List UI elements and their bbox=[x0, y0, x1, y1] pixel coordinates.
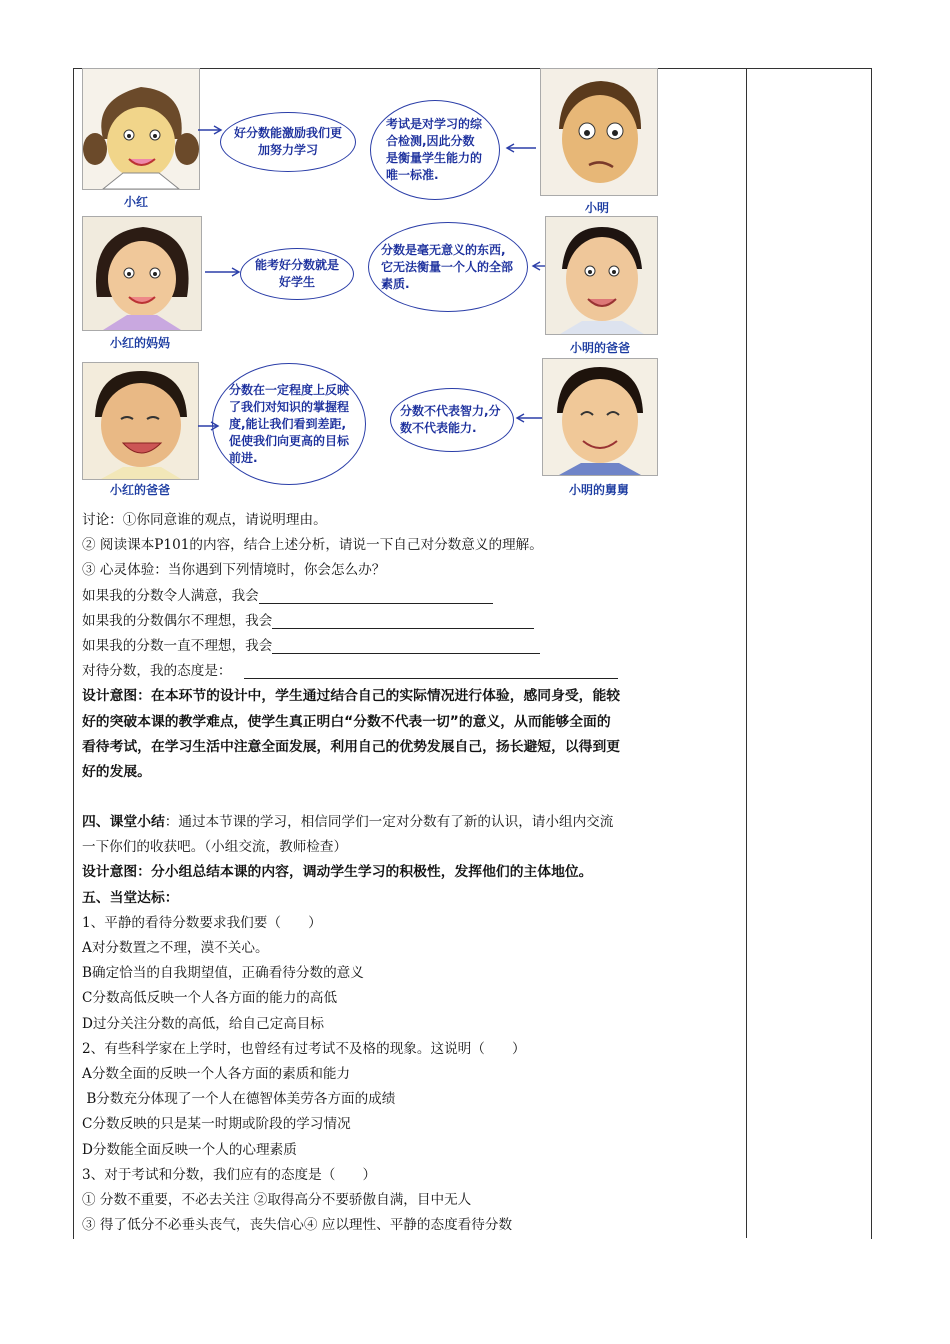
arrow-left-icon bbox=[504, 142, 536, 154]
portrait-xiaoming-father bbox=[545, 216, 658, 335]
quiz-line: A分数全面的反映一个人各方面的素质和能力 bbox=[82, 1065, 351, 1082]
father-face-icon bbox=[546, 217, 657, 334]
caption-xiaohong: 小红 bbox=[123, 195, 148, 209]
answer-blank[interactable] bbox=[272, 614, 534, 629]
portrait-xiaohong-father bbox=[82, 362, 199, 480]
bubble-xiaoming-uncle: 分数不代表智力,分数不代表能力. bbox=[390, 388, 514, 452]
uncle-face-icon bbox=[543, 359, 657, 475]
quiz-line: 2、有些科学家在上学时，也曾经有过考试不及格的现象。这说明（ ） bbox=[82, 1040, 526, 1057]
quiz-line: ① 分数不重要，不必去关注 ②取得高分不要骄傲自满，目中无人 bbox=[82, 1191, 472, 1208]
portrait-xiaohong-mother bbox=[82, 216, 202, 331]
caption-xiaoming-uncle: 小明的舅舅 bbox=[568, 483, 629, 497]
summary-line: 四、课堂小结：通过本节课的学习，相信同学们一定对分数有了新的认识，请小组内交流 bbox=[82, 814, 614, 831]
design-intent-line: 好的发展。 bbox=[82, 763, 151, 780]
quiz-line: D分数能全面反映一个人的心理素质 bbox=[82, 1141, 297, 1158]
quiz-line: C分数高低反映一个人各方面的能力的高低 bbox=[82, 990, 338, 1007]
boy-face-icon bbox=[541, 69, 657, 195]
mother-face-icon bbox=[83, 217, 201, 330]
design-intent-line: 看待考试，在学习生活中注意全面发展，利用自己的优势发展自己，扬长避短，以得到更 bbox=[82, 738, 621, 755]
situation-1: 如果我的分数令人满意，我会 bbox=[82, 584, 742, 609]
quiz-line: A对分数置之不理，漠不关心。 bbox=[82, 940, 269, 956]
situation-4: 对待分数，我的态度是： bbox=[82, 659, 742, 684]
portrait-xiaohong bbox=[82, 68, 200, 190]
caption-xiaoming: 小明 bbox=[584, 201, 609, 215]
discussion-q3: ③ 心灵体验：当你遇到下列情境时，你会怎么办？ bbox=[82, 562, 386, 579]
summary-label: 四、课堂小结 bbox=[82, 814, 165, 831]
caption-xiaoming-father: 小明的爸爸 bbox=[569, 341, 630, 355]
caption-xiaohong-mother: 小红的妈妈 bbox=[109, 336, 170, 350]
arrow-right-icon bbox=[205, 266, 241, 278]
quiz-line: C分数反映的只是某一时期或阶段的学习情况 bbox=[82, 1116, 351, 1133]
design-intent-line: 设计意图：在本环节的设计中，学生通过结合自己的实际情况进行体验，感同身受，能较 bbox=[82, 688, 621, 705]
quiz-line: B分数充分体现了一个人在德智体美劳各方面的成绩 bbox=[82, 1091, 396, 1108]
discussion-q2: ② 阅读课本P101的内容，结合上述分析，请说一下自己对分数意义的理解。 bbox=[82, 537, 543, 554]
situation-2: 如果我的分数偶尔不理想，我会 bbox=[82, 609, 742, 634]
answer-blank[interactable] bbox=[259, 589, 493, 604]
quiz-line: 3、对于考试和分数，我们应有的态度是（ ） bbox=[82, 1166, 377, 1183]
bubble-xiaohong: 好分数能激励我们更加努力学习 bbox=[220, 112, 356, 172]
portrait-xiaoming bbox=[540, 68, 658, 196]
answer-blank[interactable] bbox=[272, 639, 540, 654]
arrow-left-icon bbox=[514, 412, 544, 424]
column-divider bbox=[746, 68, 747, 1238]
bubble-xiaohong-father: 分数在一定程度上反映了我们对知识的掌握程度,能让我们看到差距,促使我们向更高的目标前进. bbox=[212, 363, 366, 485]
arrow-right-icon bbox=[198, 124, 224, 136]
discussion-q1: 讨论：①你同意谁的观点，请说明理由。 bbox=[82, 512, 327, 528]
quiz-title: 五、当堂达标： bbox=[82, 889, 179, 906]
design-intent-2: 设计意图：分小组总结本课的内容，调动学生学习的积极性，发挥他们的主体地位。 bbox=[82, 864, 593, 881]
bubble-xiaoming: 考试是对学习的综合检测,因此分数是衡量学生能力的唯一标准. bbox=[370, 100, 500, 200]
summary-line: 一下你们的收获吧。（小组交流，教师检查） bbox=[82, 839, 348, 856]
portrait-xiaoming-uncle bbox=[542, 358, 658, 476]
caption-xiaohong-father: 小红的爸爸 bbox=[109, 483, 170, 497]
design-intent-line: 好的突破本课的教学难点，使学生真正明白“分数不代表一切”的意义，从而能够全面的 bbox=[82, 713, 611, 730]
answer-blank[interactable] bbox=[244, 664, 618, 679]
bubble-xiaohong-mother: 能考好分数就是好学生 bbox=[240, 248, 354, 300]
father-face-icon bbox=[83, 363, 198, 479]
situation-3: 如果我的分数一直不理想，我会 bbox=[82, 634, 742, 659]
lesson-content bbox=[82, 508, 742, 1238]
quiz-line: B确定恰当的自我期望值，正确看待分数的意义 bbox=[82, 965, 364, 982]
girl-face-icon bbox=[83, 69, 199, 189]
bubble-xiaoming-father: 分数是毫无意义的东西,它无法衡量一个人的全部素质. bbox=[368, 222, 528, 312]
quiz-line: D过分关注分数的高低，给自己定高目标 bbox=[82, 1015, 324, 1032]
quiz-line: ③ 得了低分不必垂头丧气，丧失信心④ 应以理性、平静的态度看待分数 bbox=[82, 1217, 513, 1234]
quiz-line: 1、平静的看待分数要求我们要（ ） bbox=[82, 914, 322, 931]
